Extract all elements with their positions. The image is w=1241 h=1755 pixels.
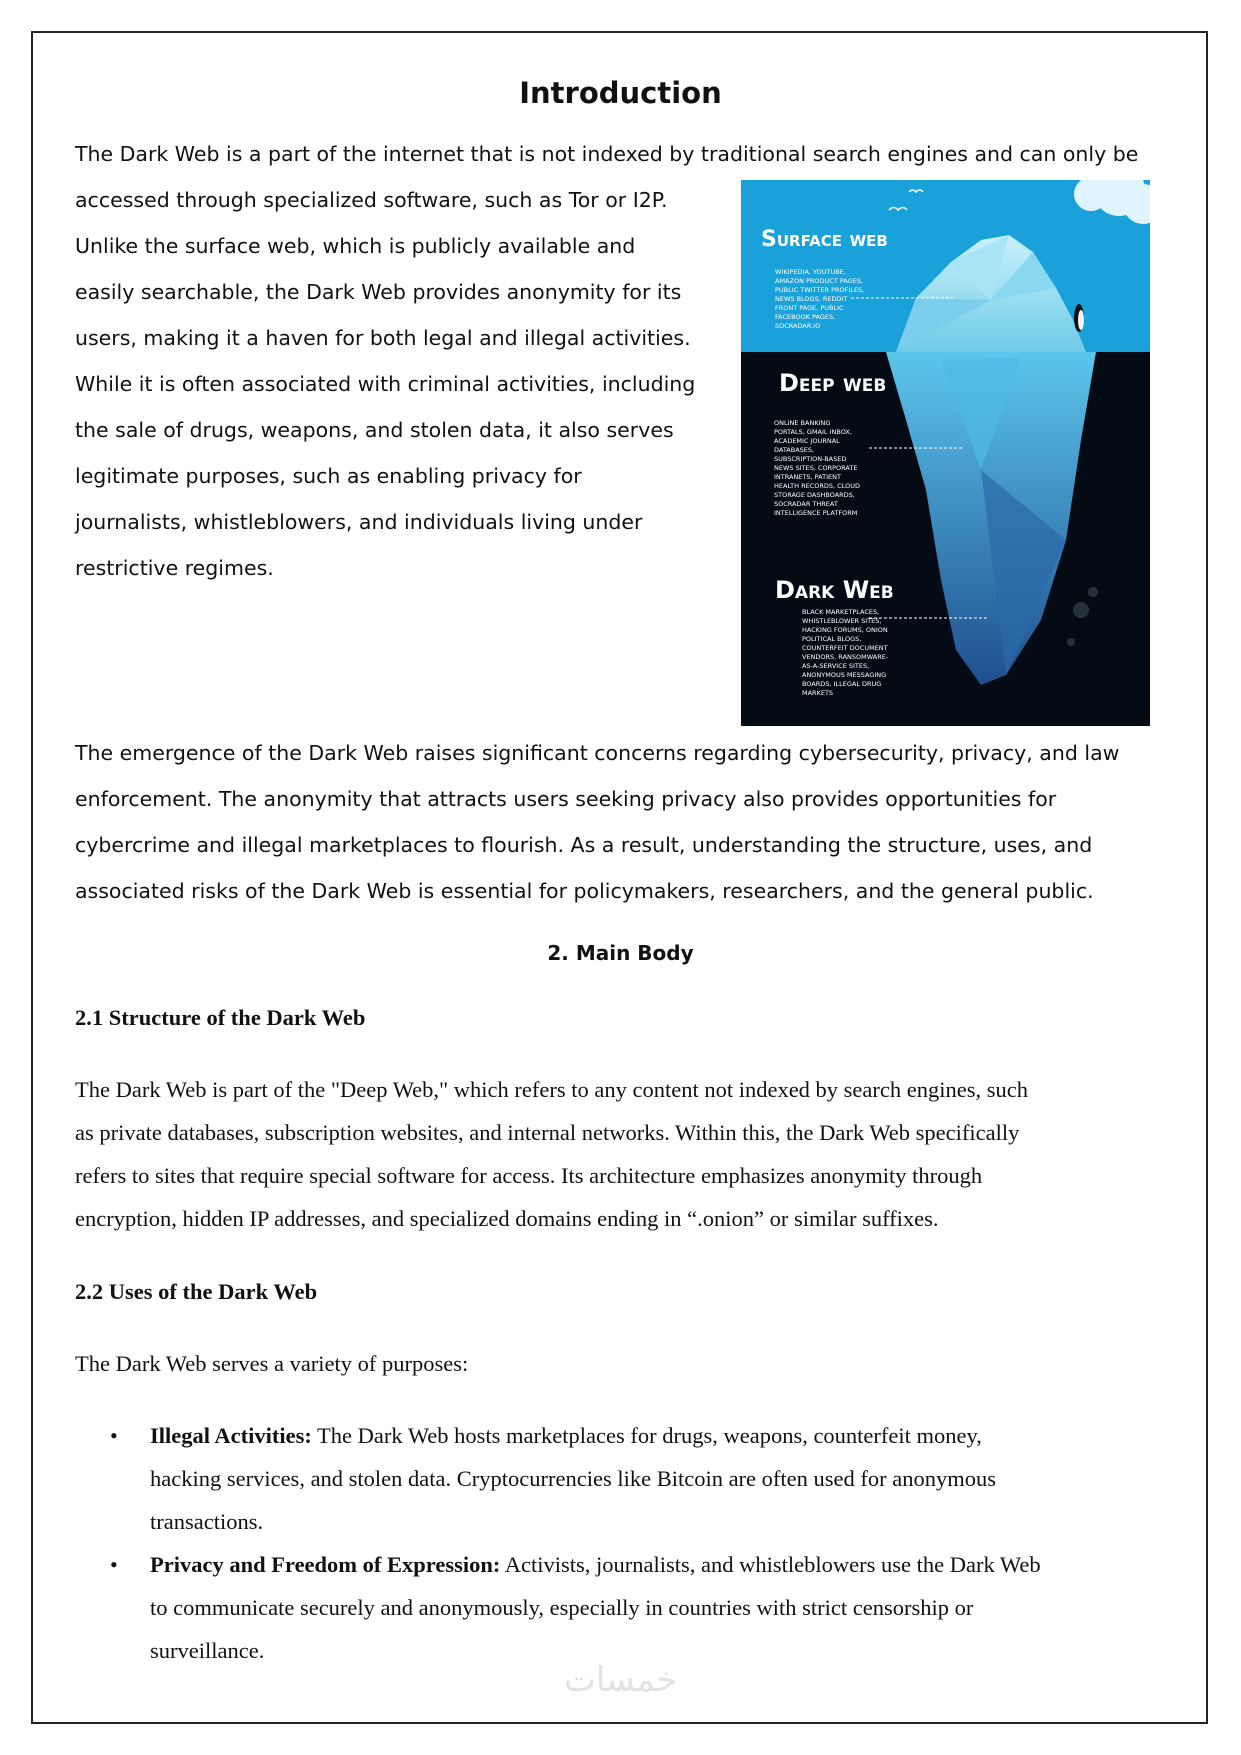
bullet-line: hacking services, and stolen data. Cryptocurrencies like Bitcoin are often used for anonymous bbox=[150, 1466, 996, 1491]
bullet-illegal-label: Illegal Activities: bbox=[150, 1423, 312, 1448]
deep-item: SOCRADAR THREAT bbox=[774, 500, 838, 508]
bullet-privacy-text: Activists, journalists, and whistleblowers use the Dark Web bbox=[500, 1552, 1041, 1577]
surface-item: AMAZON PRODUCT PAGES, bbox=[775, 277, 864, 285]
deep-item: INTELLIGENCE PLATFORM bbox=[774, 509, 858, 517]
intro-line: journalists, whistleblowers, and individuals living under bbox=[75, 510, 643, 534]
watermark: خمسات bbox=[563, 1660, 678, 1700]
structure-line: encryption, hidden IP addresses, and specialized domains ending in “.onion” or similar suffixes. bbox=[75, 1206, 939, 1231]
bubble bbox=[1073, 602, 1089, 618]
deep-web-label: Deep web bbox=[779, 369, 887, 397]
bullet-illegal-text: The Dark Web hosts marketplaces for drugs, weapons, counterfeit money, bbox=[311, 1423, 982, 1448]
deep-item: INTRANETS, PATIENT bbox=[774, 473, 841, 481]
intro-line: users, making it a haven for both legal and illegal activities. bbox=[75, 326, 691, 350]
deep-item: ACADEMIC JOURNAL bbox=[774, 437, 840, 445]
deep-item: SUBSCRIPTION-BASED bbox=[774, 455, 847, 463]
surface-item: FRONT PAGE, PUBLIC bbox=[775, 304, 844, 312]
surface-item: WIKIPEDIA, YOUTUBE, bbox=[775, 268, 846, 276]
surface-web-label: Surface web bbox=[761, 227, 888, 252]
deep-item: DATABASES, bbox=[774, 446, 815, 454]
dark-item: COUNTERFEIT DOCUMENT bbox=[802, 644, 888, 652]
page-title: Introduction bbox=[519, 76, 722, 110]
dark-item: BOARDS, ILLEGAL DRUG bbox=[802, 680, 882, 688]
intro-line: The Dark Web is a part of the internet that is not indexed by traditional search engines and can only be bbox=[75, 142, 1139, 166]
dark-item: ANONYMOUS MESSAGING bbox=[802, 671, 887, 679]
structure-line: refers to sites that require special software for access. Its architecture emphasizes anonymity through bbox=[75, 1163, 983, 1188]
intro-line: restrictive regimes. bbox=[75, 556, 274, 580]
emergence-line: enforcement. The anonymity that attracts users seeking privacy also provides opportunities for bbox=[75, 787, 1057, 811]
deep-item: HEALTH RECORDS, CLOUD bbox=[774, 482, 860, 490]
intro-line: While it is often associated with criminal activities, including bbox=[75, 372, 696, 396]
emergence-line: The emergence of the Dark Web raises significant concerns regarding cybersecurity, privacy, and law bbox=[75, 741, 1120, 765]
intro-line: the sale of drugs, weapons, and stolen data, it also serves bbox=[75, 418, 674, 442]
svg-text:BLACK MARKETPLACES, WHISTL bbox=[802, 608, 890, 697]
dark-item: MARKETS bbox=[802, 689, 834, 697]
main-body-heading: 2. Main Body bbox=[547, 941, 694, 965]
deep-item: ONLINE BANKING bbox=[774, 419, 831, 427]
dark-item: VENDORS, RANSOMWARE- bbox=[802, 653, 889, 661]
deep-item: STORAGE DASHBOARDS, bbox=[774, 491, 855, 499]
iceberg-illustration bbox=[741, 180, 1150, 726]
structure-line: The Dark Web is part of the "Deep Web," which refers to any content not indexed by search engines, such bbox=[75, 1077, 1028, 1102]
bullet-privacy-first-line bbox=[150, 1550, 1041, 1580]
bullet-marker: • bbox=[110, 1552, 118, 1577]
bubble bbox=[1067, 638, 1075, 646]
deep-item: PORTALS, GMAIL INBOX, bbox=[774, 428, 852, 436]
emergence-line: associated risks of the Dark Web is essential for policymakers, researchers, and the general public. bbox=[75, 879, 1094, 903]
bullet-illegal-first-line bbox=[150, 1421, 982, 1451]
intro-line: Unlike the surface web, which is publicly available and bbox=[75, 234, 636, 258]
section-heading-uses: 2.2 Uses of the Dark Web bbox=[75, 1279, 318, 1304]
intro-line: legitimate purposes, such as enabling privacy for bbox=[75, 464, 582, 488]
penguin-icon bbox=[1078, 310, 1084, 330]
surface-item: NEWS BLOGS, REDDIT bbox=[775, 295, 848, 303]
dark-web-label: Dark Web bbox=[775, 576, 894, 604]
emergence-line: cybercrime and illegal marketplaces to flourish. As a result, understanding the structure, uses, and bbox=[75, 833, 1093, 857]
deep-item: NEWS SITES, CORPORATE bbox=[774, 464, 858, 472]
bullet-marker: • bbox=[110, 1423, 118, 1448]
dark-item: BLACK MARKETPLACES, bbox=[802, 608, 880, 616]
dark-item: POLITICAL BLOGS, bbox=[802, 635, 862, 643]
dark-item: HACKING FORUMS, ONION bbox=[802, 626, 888, 634]
surface-item: FACEBOOK PAGES, bbox=[775, 313, 836, 321]
dark-item: WHISTLEBLOWER SITES, bbox=[802, 617, 882, 625]
section-heading-structure: 2.1 Structure of the Dark Web bbox=[75, 1005, 366, 1030]
surface-item: PUBLIC TWITTER PROFILES, bbox=[775, 286, 865, 294]
intro-line: accessed through specialized software, such as Tor or I2P. bbox=[75, 188, 668, 212]
bullet-privacy-label: Privacy and Freedom of Expression: bbox=[150, 1552, 501, 1577]
structure-line: as private databases, subscription websites, and internal networks. Within this, the Dark Web specifically bbox=[75, 1120, 1020, 1145]
surface-item: SOCRADAR.IO bbox=[775, 322, 821, 330]
uses-intro: The Dark Web serves a variety of purposes: bbox=[75, 1351, 469, 1376]
bullet-line: to communicate securely and anonymously, especially in countries with strict censorship or bbox=[150, 1595, 974, 1620]
bullet-line: transactions. bbox=[150, 1509, 264, 1534]
intro-line: easily searchable, the Dark Web provides anonymity for its bbox=[75, 280, 682, 304]
bubble bbox=[1088, 587, 1098, 597]
bullet-line: surveillance. bbox=[150, 1638, 265, 1663]
dark-item: AS-A-SERVICE SITES, bbox=[802, 662, 870, 670]
